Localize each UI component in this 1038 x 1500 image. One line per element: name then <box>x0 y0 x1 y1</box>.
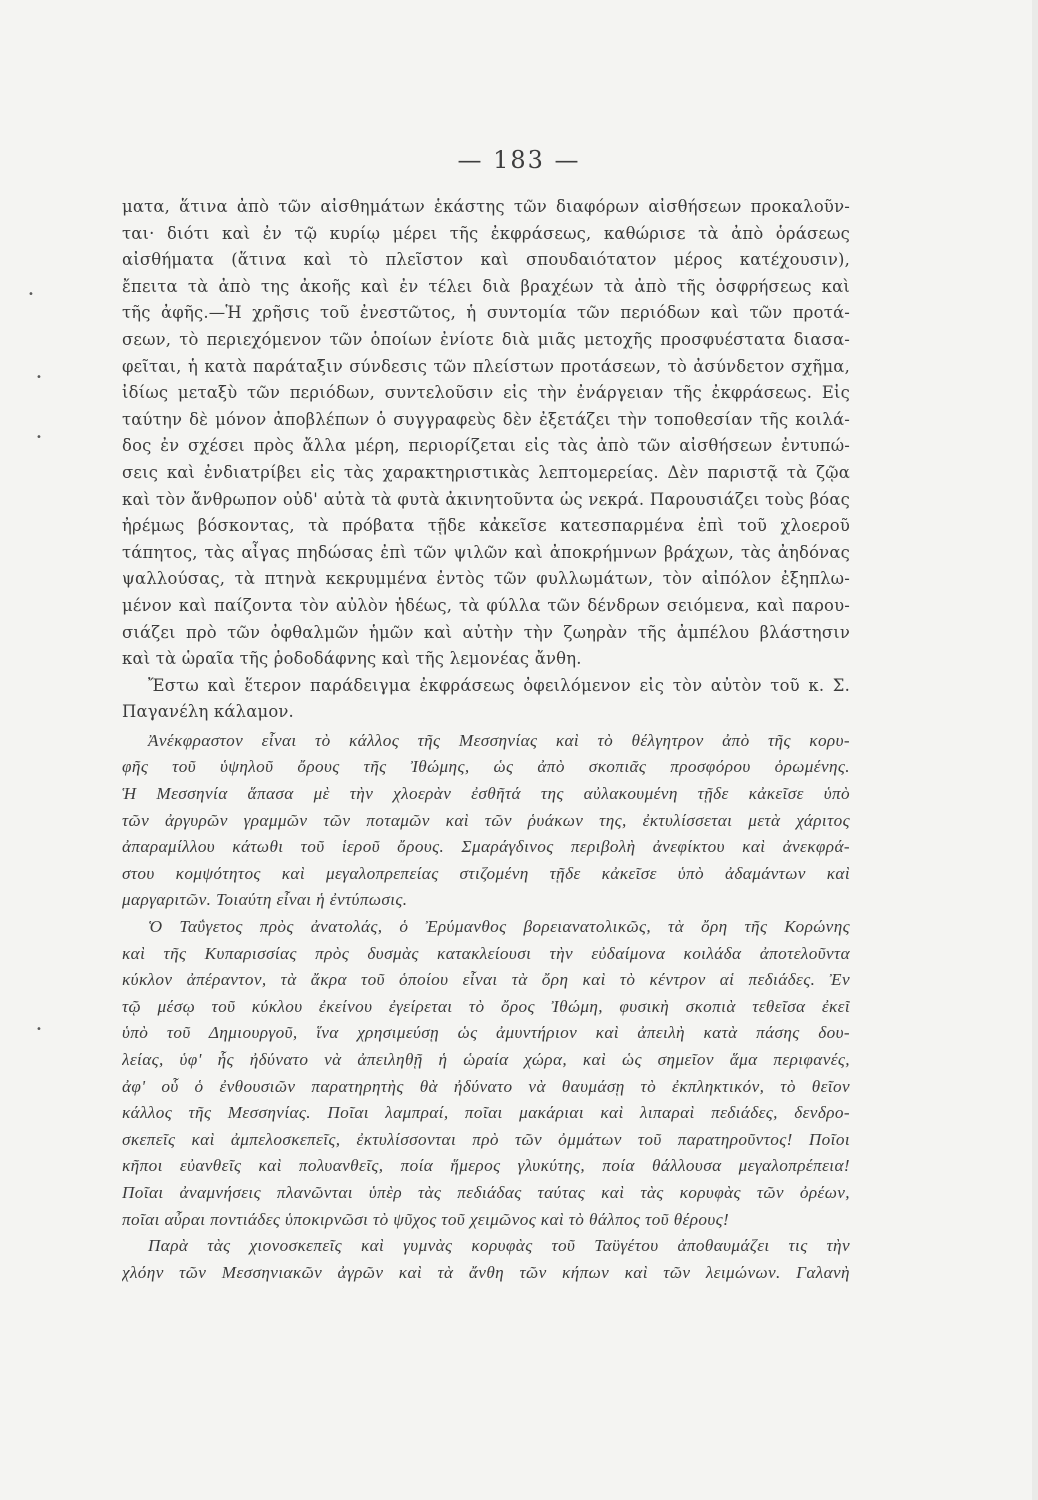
text-line: φεῖται, ἡ κατὰ παράταξιν σύνδεσις τῶν πλείστων προτάσεων, τὸ ἀσύνδετον σχῆμα, <box>122 356 850 376</box>
quote-line: Ἀνέκφραστον εἶναι τὸ κάλλος τῆς Μεσσηνίας καὶ τὸ θέλγητρον ἀπὸ τῆς κορυ- <box>148 730 850 750</box>
quote-line: Ποῖαι ἀναμνήσεις πλανῶνται ὑπὲρ τὰς πεδιάδας ταύτας καὶ τὰς κορυφὰς τῶν ὀρέων, <box>122 1182 850 1202</box>
quote-line: ὑπὸ τοῦ Δημιουργοῦ, ἵνα χρησιμεύσῃ ὡς ἀμυντήριον καὶ ἀπειλὴ κατὰ πάσης δου- <box>122 1023 850 1043</box>
quote-line: καὶ τῆς Κυπαρισσίας πρὸς δυσμὰς κατακλείουσι τὴν εὐδαίμονα κοιλάδα ἀποτελοῦντα <box>122 943 850 963</box>
text-line: σεις καὶ ἐνδιατρίβει εἰς τὰς χαρακτηριστικὰς λεπτομερείας. Δὲν παριστᾷ τὰ ζῷα <box>122 462 850 482</box>
text-line: ται· διότι καὶ ἐν τῷ κυρίῳ μέρει τῆς ἐκφράσεως, καθώρισε τὰ ἀπὸ ὁράσεως <box>122 223 850 243</box>
quote-line: κύκλον ἀπέραντον, τὰ ἄκρα τοῦ ὁποίου εἶναι τὰ ὄρη καὶ τὸ κέντρον αἱ πεδιάδες. Ἐν <box>122 970 850 990</box>
quote-line: λείας, ὑφ' ἧς ἠδύνατο νὰ ἀπειληθῇ ἡ ὡραία χώρα, καὶ ὡς σημεῖον ἅμα περιφανές, <box>122 1050 850 1069</box>
text-line: ταύτην δὲ μόνον ἀποβλέπων ὁ συγγραφεὺς δὲν ἐξετάζει τὴν τοποθεσίαν τῆς κοιλά- <box>122 409 850 429</box>
quote-line: στου κομψότητος καὶ μεγαλοπρεπείας στιζομένη τῇδε κἀκεῖσε ὑπὸ ἀδαμάντων καὶ <box>122 863 850 883</box>
quote-line: Ἡ Μεσσηνία ἅπασα μὲ τὴν χλοερὰν ἐσθῆτά της αὐλακουμένη τῇδε κἀκεῖσε ὑπὸ <box>122 784 850 804</box>
text-line: Ἔστω καὶ ἕτερον παράδειγμα ἐκφράσεως ὀφειλόμενον εἰς τὸν αὐτὸν τοῦ κ. Σ. <box>148 675 850 695</box>
quote-line: κάλλος τῆς Μεσσηνίας. Ποῖαι λαμπραί, ποῖαι μακάριαι καὶ λιπαραὶ πεδιάδες, δενδρο- <box>122 1103 850 1123</box>
text-line: ματα, ἅτινα ἀπὸ τῶν αἰσθημάτων ἑκάστης τῶν διαφόρων αἰσθήσεων προκαλοῦν- <box>122 197 850 216</box>
scan-speck-mark: • <box>36 432 42 443</box>
quote-line: μαργαριτῶν. Τοιαύτη εἶναι ἡ ἐντύπωσις. <box>122 890 408 910</box>
text-line: καὶ τὰ ὡραῖα τῆς ῥοδοδάφνης καὶ τῆς λεμονέας ἄνθη. <box>122 649 582 669</box>
quote-line: τῶν ἀργυρῶν γραμμῶν τῶν ποταμῶν καὶ τῶν ῥυάκων της, ἐκτυλίσσεται μετὰ χάριτος <box>122 810 850 830</box>
text-line: σιάζει πρὸ τῶν ὀφθαλμῶν ἡμῶν καὶ αὐτὴν τὴν ζωηρὰν τῆς ἀμπέλου βλάστησιν <box>122 622 850 642</box>
page-number: — 183 — <box>457 146 581 174</box>
text-line: ἔπειτα τὰ ἀπὸ της ἀκοῆς καὶ ἐν τέλει διὰ βραχέων τὰ ἀπὸ τῆς ὀσφρήσεως καὶ <box>122 276 850 296</box>
quote-line: ἀφ' οὗ ὁ ἐνθουσιῶν παρατηρητὴς θὰ ἠδύνατο νὰ θαυμάσῃ τὸ ἐκπληκτικόν, τὸ θεῖον <box>122 1076 850 1096</box>
text-line: ἠρέμως βόσκοντας, τὰ πρόβατα τῇδε κἀκεῖσε κατεσπαρμένα ἐπὶ τοῦ χλοεροῦ <box>122 516 850 536</box>
text-line: καὶ τὸν ἄνθρωπον οὐδ' αὐτὰ τὰ φυτὰ ἀκινητοῦντα ὡς νεκρά. Παρουσιάζει τοὺς βόας <box>122 489 850 509</box>
text-line: σεων, τὸ περιεχόμενον τῶν ὁποίων ἐνίοτε διὰ μιᾶς μετοχῆς προσφυέστατα διασα- <box>122 329 850 349</box>
text-line: τάπητος, τὰς αἶγας πηδώσας ἐπὶ τῶν ψιλῶν καὶ ἀποκρήμνων βράχων, τὰς ἀηδόνας <box>122 542 850 562</box>
text-line: τῆς ἀφῆς.—Ἡ χρῆσις τοῦ ἐνεστῶτος, ἡ συντομία τῶν περιόδων καὶ τῶν προτά- <box>122 303 850 323</box>
quote-line: κῆποι εὐανθεῖς καὶ πολυανθεῖς, ποία ἥμερος γλυκύτης, ποία θάλλουσα μεγαλοπρέπεια! <box>122 1156 850 1176</box>
quote-line: ποῖαι αὖραι ποντιάδες ὑποκιρνῶσι τὸ ψῦχος τοῦ χειμῶνος καὶ τὸ θάλπος τοῦ θέρους! <box>122 1209 730 1229</box>
quote-line: Παρὰ τὰς χιονοσκεπεῖς καὶ γυμνὰς κορυφὰς τοῦ Ταϋγέτου ἀποθαυμάζει τις τὴν <box>148 1236 850 1256</box>
quote-line: φῆς τοῦ ὑψηλοῦ ὄρους τῆς Ἰθώμης, ὡς ἀπὸ σκοπιᾶς προσφόρου ὁρωμένης. <box>122 757 850 777</box>
quote-line: σκεπεῖς καὶ ἀμπελοσκεπεῖς, ἐκτυλίσσονται πρὸ τῶν ὀμμάτων τοῦ παρατηροῦντος! Ποῖοι <box>122 1129 850 1149</box>
text-line: Παγανέλη κάλαμον. <box>122 702 294 722</box>
body-text <box>122 194 850 1286</box>
quote-line: τῷ μέσῳ τοῦ κύκλου ἐκείνου ἐγείρεται τὸ ὄρος Ἰθώμη, φυσικὴ σκοπιὰ τεθεῖσα ἐκεῖ <box>122 996 850 1016</box>
text-line: ψαλλούσας, τὰ πτηνὰ κεκρυμμένα ἐντὸς τῶν φυλλωμάτων, τὸν αἰπόλον ἐξηπλω- <box>122 569 850 589</box>
text-line: δος ἐν σχέσει πρὸς ἄλλα μέρη, περιορίζεται εἰς τὰς ἀπὸ τῶν αἰσθήσεων ἐντυπώ- <box>122 436 850 456</box>
text-line: ἰδίως μεταξὺ τῶν περιόδων, συντελοῦσιν εἰς τὴν ἐνάργειαν τῆς ἐκφράσεως. Εἰς <box>122 383 850 403</box>
scan-speck-mark: • <box>28 289 34 300</box>
quote-line: ἀπαραμίλλου κάτωθι τοῦ ἱεροῦ ὄρους. Σμαράγδινος περιβολὴ ἀνεφίκτου καὶ ἀνεκφρά- <box>122 837 850 857</box>
scan-speck-mark: • <box>36 372 42 383</box>
text-line: μένον καὶ παίζοντα τὸν αὐλὸν ἡδέως, τὰ φύλλα τῶν δένδρων σειόμενα, καὶ παρου- <box>122 595 850 615</box>
text-line: αἰσθήματα (ἅτινα καὶ τὸ πλεῖστον καὶ σπουδαιότατον μέρος κατέχουσιν), <box>122 250 850 270</box>
quote-line: Ὁ Ταΰγετος πρὸς ἀνατολάς, ὁ Ἐρύμανθος βορειανατολικῶς, τὰ ὄρη τῆς Κορώνης <box>148 917 850 937</box>
quote-line: χλόην τῶν Μεσσηνιακῶν ἀγρῶν καὶ τὰ ἄνθη τῶν κήπων καὶ τῶν λειμώνων. Γαλανὴ <box>122 1262 850 1282</box>
scan-speck-mark: • <box>36 1024 42 1035</box>
